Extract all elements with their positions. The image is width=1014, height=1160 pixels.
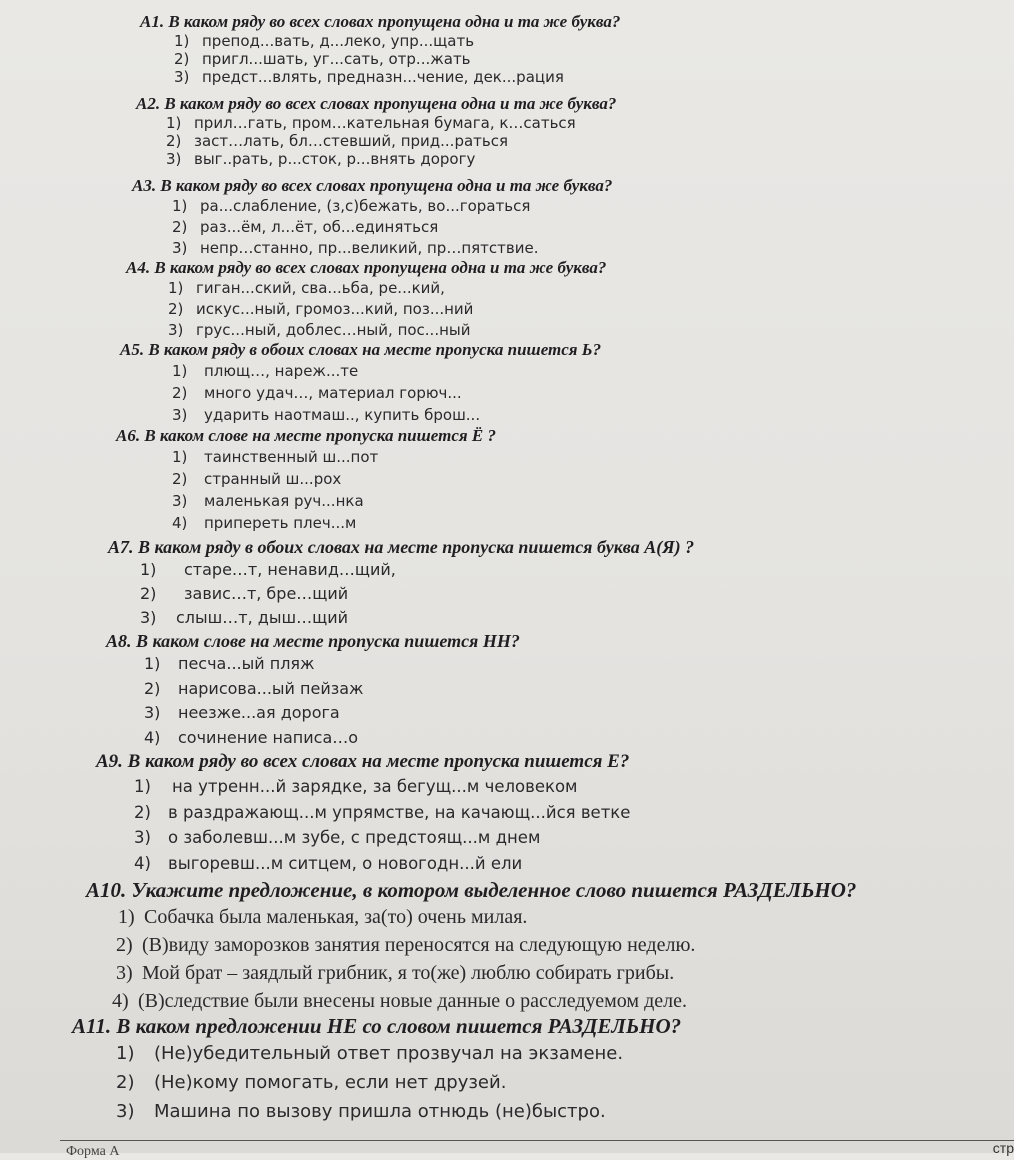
answer-option: 4) выгоревш...м ситцем, о новогодн...й ели [134, 853, 523, 873]
question-title: А11. В каком предложении НЕ со словом пишется РАЗДЕЛЬНО? [72, 1014, 682, 1038]
question-a2 [136, 94, 616, 168]
answer-option: 2) (Не)кому помогать, если нет друзей. [116, 1072, 507, 1093]
question-a10 [86, 877, 856, 1015]
question-a3 [132, 176, 612, 259]
answer-option: 1) прил…гать, пром…кательная бумага, к…саться [166, 114, 576, 132]
question-a11 [72, 1013, 681, 1126]
answer-option: 1) ра...слабление, (з,с)бежать, во...гораться [172, 197, 531, 215]
answer-option: 3) слыш…т, дыш…щий [140, 608, 348, 627]
answer-option: 1) старе…т, ненавид…щий, [140, 560, 396, 579]
footer-divider [60, 1140, 1014, 1141]
question-title: А5. В каком ряду в обоих словах на месте пропуска пишется Ь? [120, 340, 602, 359]
answer-option: 2) нарисова...ый пейзаж [144, 678, 364, 698]
answer-option: 1) на утренн...й зарядке, за бегущ...м человеком [134, 777, 578, 796]
answer-option: 3) Машина по вызову пришла отнюдь (не)быстро. [116, 1101, 606, 1122]
question-a5 [120, 340, 601, 426]
answer-option: 3) маленькая руч...нка [172, 492, 364, 510]
answer-option: 3) предст...влять, предназн...чение, дек...рация [174, 68, 564, 86]
question-title: А1. В каком ряду во всех словах пропущена одна и та же буква? [140, 12, 621, 31]
answer-option: 4) сочинение написа…о [144, 727, 359, 747]
answer-option: 1) плющ…, нареж...те [172, 362, 359, 380]
answer-option: 2) странный ш...рох [172, 470, 342, 488]
answer-option: 3) непр…станно, пр...великий, пр…пятствие. [172, 239, 539, 257]
question-title: А7. В каком ряду в обоих словах на месте пропуска пишется буква А(Я) ? [108, 537, 695, 557]
question-a4 [126, 258, 606, 341]
answer-option: 2) много удач…, материал горюч... [172, 384, 462, 402]
question-title: А8. В каком слове на месте пропуска пишется НН? [106, 631, 520, 651]
question-title: А2. В каком ряду во всех словах пропущена одна и та же буква? [136, 94, 617, 113]
answer-option: 2) пригл...шать, уг...сать, отр...жать [174, 50, 471, 68]
question-a9 [96, 750, 630, 876]
answer-option: 3) ударить наотмаш.., купить брош... [172, 406, 481, 424]
answer-option: 2) заст…лать, бл…стевший, прид...раться [166, 132, 509, 150]
question-title: А10. Укажите предложение, в котором выделенное слово пишется РАЗДЕЛЬНО? [86, 878, 857, 902]
answer-option: 3) о заболевш...м зубе, с предстоящ...м днем [134, 828, 541, 847]
question-title: А9. В каком ряду во всех словах на месте пропуска пишется Е? [96, 751, 630, 772]
question-a8 [106, 630, 520, 750]
footer-page-label: стр [992, 1140, 1014, 1156]
answer-option: 4) припереть плеч...м [172, 514, 357, 532]
answer-option: 3) неезже...ая дорога [144, 703, 340, 722]
answer-option: 1) песча...ый пляж [144, 654, 315, 673]
question-a6 [116, 426, 496, 534]
answer-option: 2) завис…т, бре…щий [140, 584, 349, 603]
answer-option: 1) (Не)убедительный ответ прозвучал на экзамене. [116, 1043, 624, 1064]
answer-option: 4) (В)следствие были внесены новые данные о расследуемом деле. [112, 990, 687, 1012]
question-a1 [140, 12, 620, 86]
footer-form-label: Форма А [66, 1144, 120, 1159]
question-title: А3. В каком ряду во всех словах пропущена одна и та же буква? [132, 176, 613, 195]
question-a7 [108, 536, 694, 630]
answer-option: 1) препод...вать, д...леко, упр...щать [174, 32, 475, 50]
question-title: А4. В каком ряду во всех словах пропущена одна и та же буква? [126, 258, 607, 277]
answer-option: 1) Собачка была маленькая, за(то) очень милая. [118, 906, 528, 928]
answer-option: 1) гиган...ский, сва...ьба, ре...кий, [168, 279, 445, 297]
answer-option: 1) таинственный ш...пот [172, 448, 379, 466]
answer-option: 2) искус...ный, громоз...кий, поз...ний [168, 300, 474, 318]
question-title: А6. В каком слове на месте пропуска пишется Ё ? [116, 426, 496, 445]
answer-option: 3) Мой брат – заядлый грибник, я то(же) люблю собирать грибы. [116, 962, 675, 984]
answer-option: 3) выг..рать, р...сток, р...внять дорогу [166, 150, 476, 168]
answer-option: 2) (В)виду заморозков занятия переносятся на следующую неделю. [116, 934, 696, 956]
answer-option: 3) грус...ный, доблес…ный, пос...ный [168, 321, 471, 339]
answer-option: 2) раз...ём, л...ёт, об...единяться [172, 218, 439, 236]
answer-option: 2) в раздражающ...м упрямстве, на качающ...йся ветке [134, 802, 631, 822]
